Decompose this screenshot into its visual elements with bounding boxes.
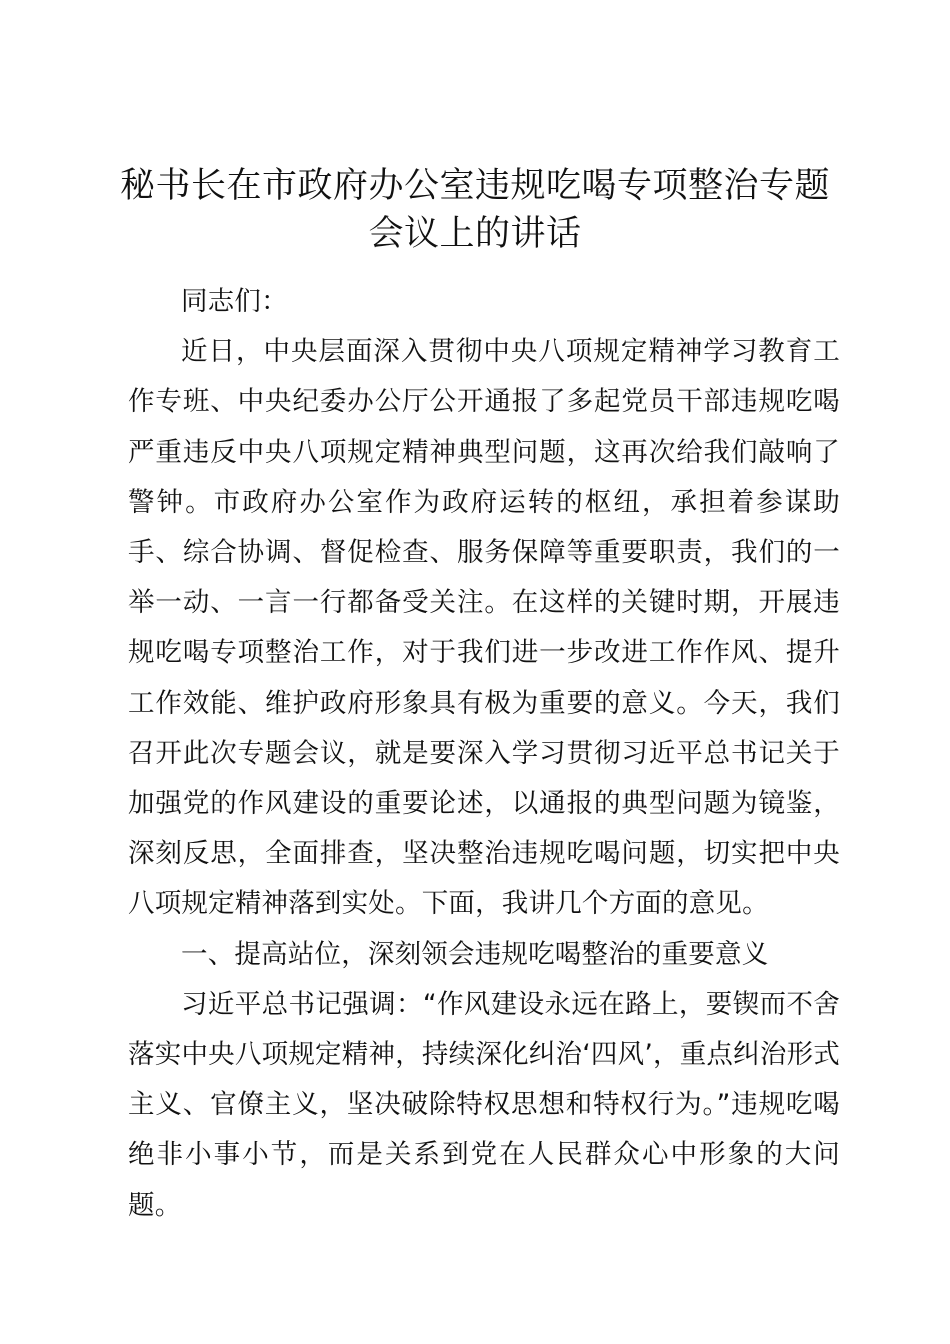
document-title: 秘书长在市政府办公室违规吃喝专项整治专题会议上的讲话 bbox=[120, 166, 831, 254]
salutation: 同志们： bbox=[181, 286, 288, 317]
section-paragraph: 习近平总书记强调：“作风建设永远在路上，要锲而不舍落实中央八项规定精神，持续深化纠治‘四风’，重点纠治形式主义、官僚主义，坚决破除特权思想和特权行为。”违规吃喝绝非小事小节，而是关系到党在人民群众心中形象的大问题。 bbox=[128, 988, 840, 1221]
body-paragraph: 近日，中央层面深入贯彻中央八项规定精神学习教育工作专班、中央纪委办公厅公开通报了多起党员干部违规吃喝严重违反中央八项规定精神典型问题，这再次给我们敲响了警钟。市政府办公室作为政府运转的枢纽，承担着参谋助手、综合协调、督促检查、服务保障等重要职责，我们的一举一动、一言一行都备受关注。在这样的关键时期，开展违规吃喝专项整治工作，对于我们进一步改进工作作风、提升工作效能、维护政府形象具有极为重要的意义。今天，我们召开此次专题会议，就是要深入学习贯彻习近平总书记关于加强党的作风建设的重要论述，以通报的典型问题为镜鉴，深刻反思，全面排查，坚决整治违规吃喝问题，切实把中央八项规定精神落到实处。下面，我讲几个方面的意见。 bbox=[128, 336, 840, 920]
section-heading: 一、提高站位，深刻领会违规吃喝整治的重要意义 bbox=[181, 938, 769, 970]
document-body bbox=[128, 277, 840, 1231]
